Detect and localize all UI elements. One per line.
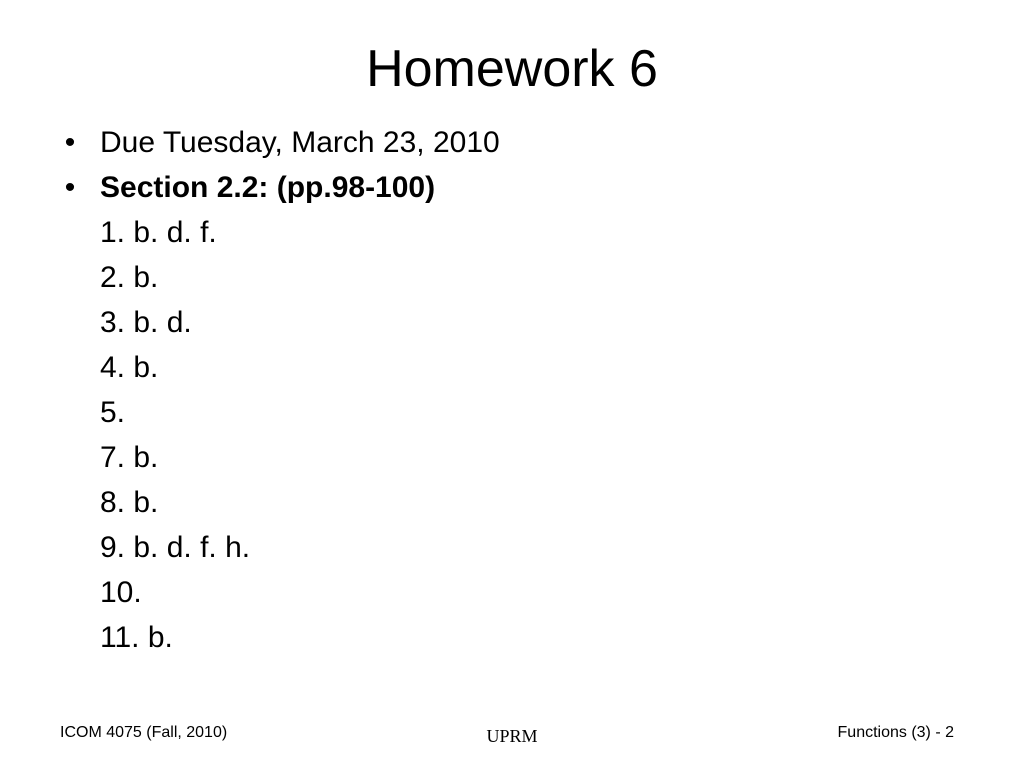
exercise-item: [0, 480, 1024, 525]
footer-course: ICOM 4075 (Fall, 2010): [60, 724, 228, 741]
exercise-text: 3. b. d.: [100, 306, 192, 339]
exercise-text: 4. b.: [100, 351, 159, 384]
exercise-item: [0, 615, 1024, 660]
exercise-text: 5.: [100, 396, 126, 429]
exercise-item: [0, 390, 1024, 435]
exercise-item: [0, 255, 1024, 300]
exercise-list: [0, 210, 1024, 660]
exercise-text: 11. b.: [100, 621, 173, 654]
exercise-text: 1. b. d. f.: [100, 216, 217, 249]
exercise-item: [0, 435, 1024, 480]
exercise-text: 8. b.: [100, 486, 159, 519]
due-date-text: Due Tuesday, March 23, 2010: [100, 126, 500, 159]
exercise-text: 10.: [100, 576, 142, 609]
bullet-item-due-date: [0, 120, 1024, 165]
exercise-item: [0, 525, 1024, 570]
exercise-text: 9. b. d. f. h.: [100, 531, 251, 564]
exercise-item: [0, 210, 1024, 255]
bullet-item-section: [0, 165, 1024, 210]
bullet-list: [0, 120, 1024, 210]
exercise-item: [0, 345, 1024, 390]
slide-title: Homework 6: [366, 40, 658, 98]
bullet-icon: •: [64, 126, 76, 159]
exercise-text: 7. b.: [100, 441, 159, 474]
section-heading: Section 2.2: (pp.98-100): [100, 171, 436, 204]
exercise-item: [0, 570, 1024, 615]
exercise-item: [0, 300, 1024, 345]
exercise-text: 2. b.: [100, 261, 159, 294]
footer-institution: UPRM: [486, 726, 538, 746]
footer-slide-number: Functions (3) - 2: [837, 724, 954, 741]
bullet-icon: •: [64, 171, 76, 204]
